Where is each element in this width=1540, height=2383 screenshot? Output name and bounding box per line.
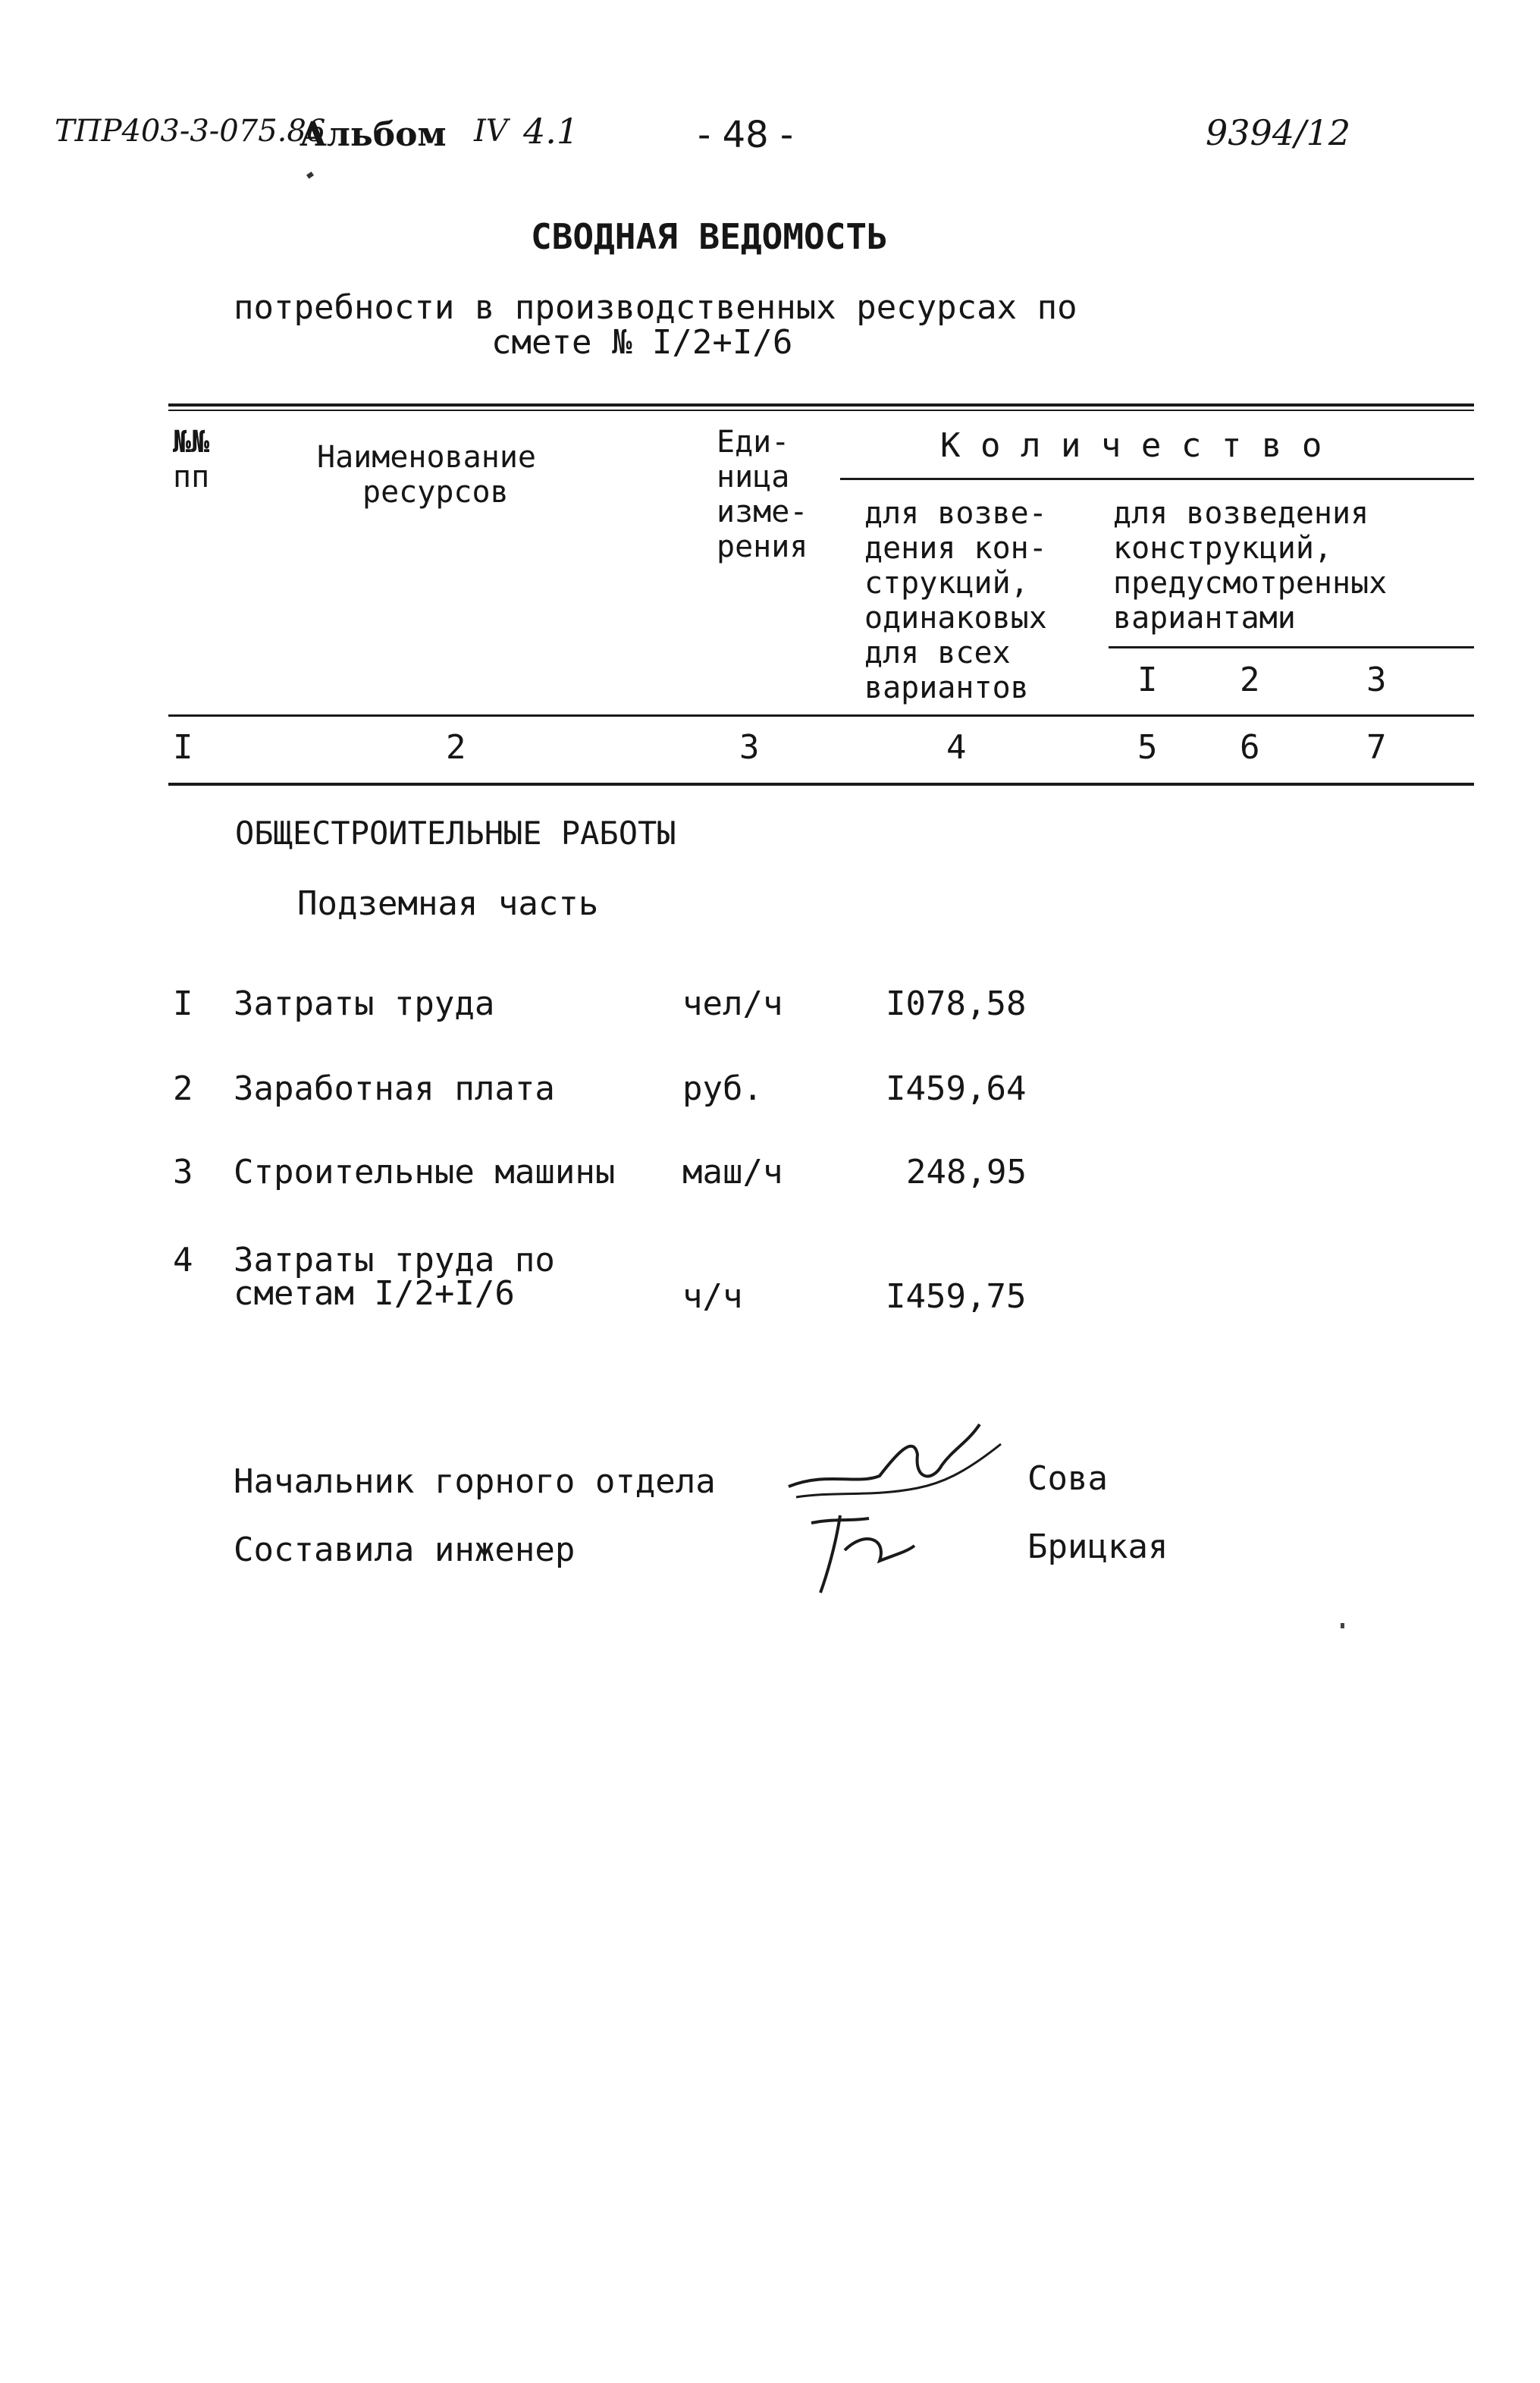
header-unit-line1: Еди-	[717, 425, 790, 460]
header-common-line2: дения кон-	[864, 531, 1047, 566]
header-quantity: К о л и ч е с т в о	[940, 426, 1322, 465]
variants-divider	[1109, 646, 1474, 648]
row-4-number: 4	[173, 1241, 193, 1279]
signature-2-handwritten	[796, 1508, 917, 1599]
row-3-value: 248,95	[906, 1153, 1027, 1192]
header-unit-line3: изме-	[717, 494, 808, 529]
row-4-value: I459,75	[886, 1277, 1027, 1316]
header-common-line6: вариантов	[864, 670, 1029, 705]
signature-1-name: Сова	[1027, 1459, 1108, 1498]
header-unit-line4: рения	[717, 529, 808, 564]
column-number-2: 2	[446, 728, 466, 767]
signature-2-name: Брицкая	[1027, 1527, 1168, 1566]
header-bottom-rule	[168, 714, 1474, 717]
header-common-line3: струкций,	[864, 566, 1029, 601]
doc-code: ТПР403-3-075.86	[55, 114, 326, 149]
signature-1-position: Начальник горного отдела	[234, 1462, 716, 1501]
header-number-sub: пп	[173, 460, 210, 494]
signature-2-position: Составила инженер	[234, 1531, 576, 1569]
row-2-name: Заработная плата	[234, 1069, 555, 1108]
document-subtitle-line1: потребности в производственных ресурсах по	[234, 288, 1077, 327]
row-2-number: 2	[173, 1069, 193, 1108]
table-top-rule	[168, 403, 1474, 407]
row-1-number: I	[173, 984, 193, 1023]
header-common-line5: для всех	[864, 636, 1011, 670]
row-3-number: 3	[173, 1153, 193, 1192]
column-number-5: 5	[1137, 728, 1158, 767]
part-number: 4.1	[523, 111, 579, 152]
header-number: №№	[173, 425, 210, 460]
row-3-unit: маш/ч	[682, 1153, 783, 1192]
header-variant-1: I	[1137, 661, 1158, 699]
header-variant-2: 2	[1240, 661, 1260, 699]
header-variant-3: 3	[1366, 661, 1387, 699]
section-title: ОБЩЕСТРОИТЕЛЬНЫЕ РАБОТЫ	[235, 815, 676, 852]
header-variants-line2: конструкций,	[1113, 531, 1332, 566]
row-2-value: I459,64	[886, 1069, 1027, 1108]
archive-number: 9394/12	[1206, 112, 1351, 153]
header-common-line4: одинаковых	[864, 601, 1047, 636]
quantity-divider	[840, 478, 1474, 480]
signature-1-handwritten	[781, 1418, 1008, 1517]
column-number-1: I	[173, 728, 193, 767]
column-numbers-rule	[168, 783, 1474, 786]
album-label: Альбом	[300, 115, 447, 154]
document-title: СВОДНАЯ ВЕДОМОСТЬ	[531, 216, 888, 257]
document-subtitle-line2: смете № I/2+I/6	[491, 323, 793, 362]
column-number-3: 3	[739, 728, 760, 767]
row-4-name-line1: Затраты труда по	[234, 1241, 555, 1279]
header-name-line1: Наименование	[317, 440, 536, 475]
row-1-unit: чел/ч	[682, 984, 783, 1023]
header-common-line1: для возве-	[864, 496, 1047, 531]
row-2-unit: руб.	[682, 1069, 763, 1108]
header-name-line2: ресурсов	[362, 475, 509, 510]
column-number-7: 7	[1366, 728, 1387, 767]
header-variants-line3: предусмотренных	[1113, 566, 1388, 601]
album-number: IV	[474, 114, 508, 149]
row-1-name: Затраты труда	[234, 984, 495, 1023]
section-subtitle: Подземная часть	[297, 884, 599, 923]
row-3-name: Строительные машины	[234, 1153, 616, 1192]
row-4-name-line2: сметам I/2+I/6	[234, 1274, 515, 1313]
page-number: - 48 -	[698, 114, 794, 156]
speck	[306, 171, 314, 179]
column-number-4: 4	[946, 728, 967, 767]
row-4-unit: ч/ч	[682, 1277, 743, 1316]
header-variants-line1: для возведения	[1113, 496, 1369, 531]
header-variants-line4: вариантами	[1113, 601, 1296, 636]
speck	[1341, 1623, 1344, 1628]
column-number-6: 6	[1240, 728, 1260, 767]
header-unit-line2: ница	[717, 460, 790, 494]
table-top-rule-2	[168, 410, 1474, 411]
row-1-value: I078,58	[886, 984, 1027, 1023]
